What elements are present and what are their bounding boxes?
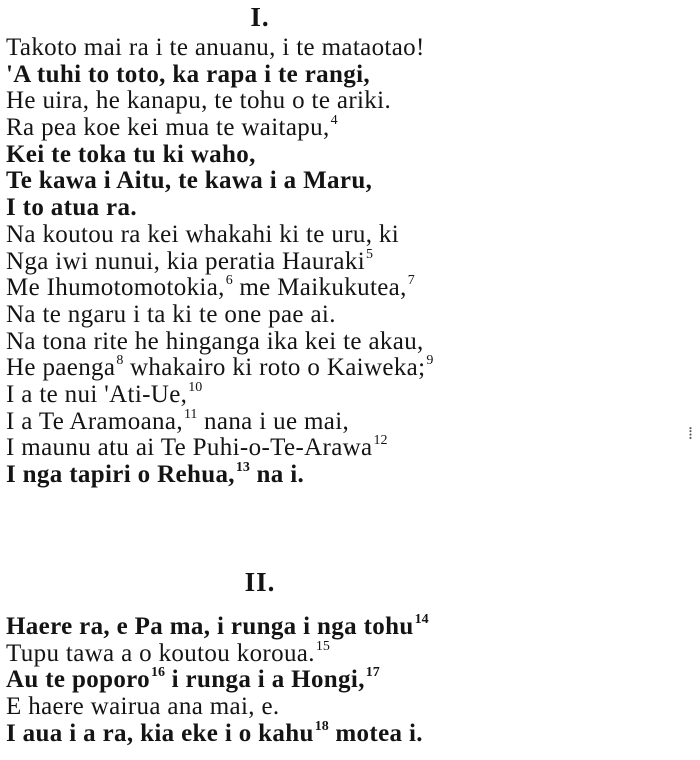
verse-text: Tupu tawa a o koutou koroua.: [6, 639, 315, 667]
footnote-marker: 18: [314, 718, 329, 734]
footnote-marker: 10: [188, 379, 203, 395]
verse-line: [6, 462, 433, 489]
verse-line: [6, 195, 433, 222]
verse-text: Takoto mai ra i te anuanu, i te mataotao!: [6, 34, 425, 61]
verse-text: He paenga: [6, 354, 116, 382]
verse-line: [6, 115, 433, 142]
verse-line: [6, 614, 429, 641]
verse-text: whakairo ki roto o Kaiweka;: [123, 354, 426, 382]
verse-text: I a te nui 'Ati-Ue,: [6, 380, 188, 408]
verse-text: He uira, he kanapu, te tohu o te ariki.: [6, 87, 392, 115]
footnote-marker: 4: [330, 113, 338, 129]
verse-line: [6, 168, 433, 195]
verse-text: Nga iwi nunui, kia peratia Hauraki: [6, 247, 366, 275]
verse-line: [6, 62, 433, 89]
footnote-marker: 15: [315, 638, 330, 654]
verse-text: Au te poporo: [6, 666, 151, 694]
footnote-marker: 11: [183, 406, 198, 422]
stray-print-mark: ⁞: [688, 423, 694, 443]
verse-section-i: [6, 35, 433, 489]
footnote-marker: 6: [225, 273, 233, 289]
verse-line: [6, 667, 429, 694]
verse-text: I maunu atu ai Te Puhi-o-Te-Arawa: [6, 434, 373, 462]
verse-text: Na koutou ra kei whakahi ki te uru, ki: [6, 220, 400, 248]
verse-line: [6, 718, 429, 748]
verse-text: motea i.: [328, 719, 423, 747]
verse-line: [6, 355, 433, 382]
verse-line: [6, 379, 433, 409]
verse-line: [6, 329, 433, 356]
verse-line: [6, 694, 429, 721]
verse-line: [6, 142, 433, 169]
verse-text: I a Te Aramoana,: [6, 407, 183, 435]
verse-text: Ra pea koe kei mua te waitapu,: [6, 114, 330, 142]
verse-text: i runga i a Hongi,: [165, 666, 365, 694]
verse-text: E haere wairua ana mai, e.: [6, 693, 280, 721]
verse-text: na i.: [249, 461, 305, 488]
verse-text: I nga tapiri o Rehua,: [6, 461, 235, 488]
footnote-marker: 8: [116, 353, 124, 369]
verse-line: [6, 246, 433, 276]
verse-line: [6, 88, 433, 115]
footnote-marker: 16: [151, 665, 166, 681]
verse-text: I to atua ra.: [6, 194, 137, 222]
verse-line: [6, 638, 429, 668]
footnote-marker: 7: [407, 273, 415, 289]
verse-line: [6, 406, 433, 436]
verse-text: Na te ngaru i ta ki te one pae ai.: [6, 300, 336, 328]
verse-text: me Maikukutea,: [232, 274, 407, 302]
section-heading-ii: II.: [244, 567, 276, 597]
verse-line: [6, 302, 433, 329]
footnote-marker: 13: [235, 460, 250, 475]
footnote-marker: 14: [414, 612, 429, 627]
section-heading-i: I.: [250, 2, 270, 32]
verse-text: nana i ue mai,: [197, 407, 350, 435]
verse-text: Kei te toka tu ki waho,: [6, 140, 256, 168]
verse-line: [6, 275, 433, 302]
footnote-marker: 17: [365, 665, 380, 681]
verse-section-ii: [6, 614, 429, 747]
verse-text: Haere ra, e Pa ma, i runga i nga tohu: [6, 613, 414, 640]
footnote-marker: 9: [426, 353, 434, 369]
verse-text: Te kawa i Aitu, te kawa i a Maru,: [6, 167, 373, 195]
verse-text: Na tona rite he hinganga ika kei te akau,: [6, 327, 424, 355]
verse-text: 'A tuhi to toto, ka rapa i te rangi,: [6, 60, 370, 88]
verse-text: I aua i a ra, kia eke i o kahu: [6, 719, 314, 747]
verse-line: [6, 435, 433, 462]
verse-line: [6, 222, 433, 249]
verse-text: Me Ihumotomotokia,: [6, 274, 225, 302]
footnote-marker: 5: [366, 246, 374, 262]
verse-line: [6, 35, 433, 62]
footnote-marker: 12: [373, 433, 388, 449]
